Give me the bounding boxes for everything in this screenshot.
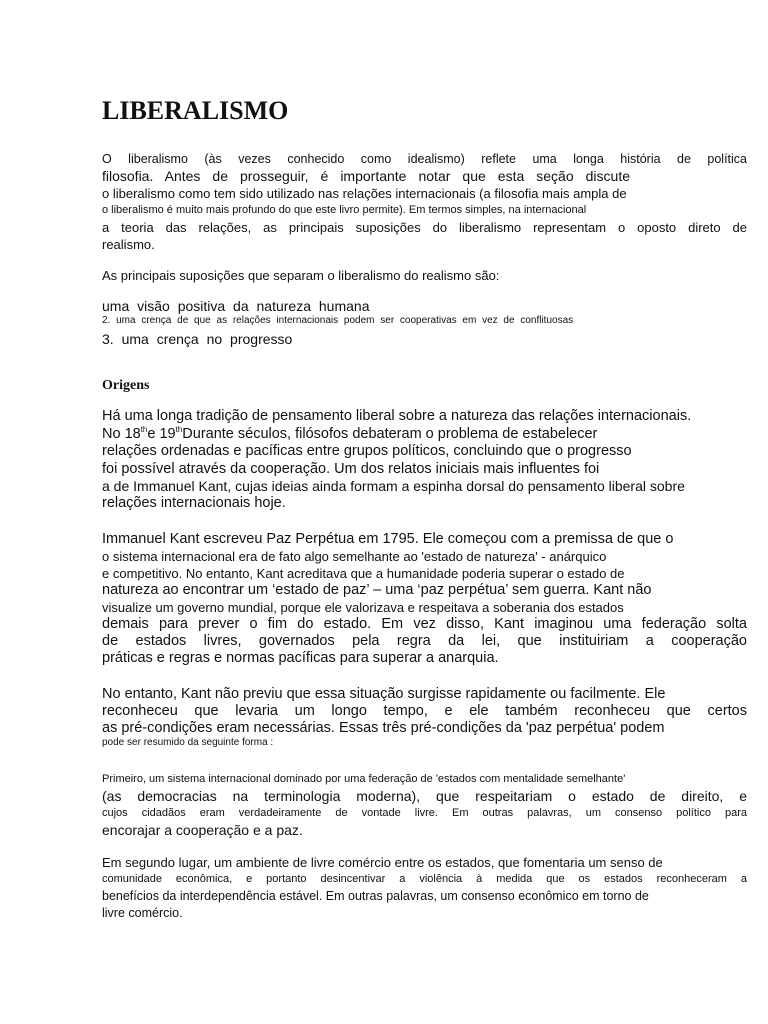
intro-line: filosofia. Antes de prosseguir, é importante notar que esta seção discute [102, 168, 630, 184]
origins-line: relações internacionais hoje. [102, 495, 286, 511]
origins-line: comunidade econômica, e portanto desincentivar a violência à medida que os estados reconheceram a [102, 873, 747, 885]
origins-line: Há uma longa tradição de pensamento liberal sobre a natureza das relações internacionais. [102, 408, 692, 424]
intro-paragraph [102, 151, 747, 253]
superscript: th [140, 424, 148, 434]
origins-line: relações ordenadas e pacíficas entre grupos políticos, concluindo que o progresso [102, 443, 632, 459]
assumptions-intro: As principais suposições que separam o liberalismo do realismo são: [102, 268, 500, 283]
origins-line: e competitivo. No entanto, Kant acreditava que a humanidade poderia superar o estado de [102, 566, 625, 581]
origins-paragraph-5 [102, 854, 747, 922]
intro-line: realismo. [102, 237, 155, 252]
origins-line: o sistema internacional era de fato algo semelhante ao 'estado de natureza' - anárquico [102, 549, 607, 564]
origins-line: visualize um governo mundial, porque ele valorizava e respeitava a soberania dos estados [102, 600, 624, 615]
intro-line: o liberalismo como tem sido utilizado nas relações internacionais (a filosofia mais ampla de [102, 186, 627, 201]
origins-line: cujos cidadãos eram verdadeiramente de vontade livre. Em outras palavras, um consenso político para [102, 807, 747, 819]
superscript: th [175, 424, 183, 434]
document-title: LIBERALISMO [102, 96, 289, 125]
origins-line: natureza ao encontrar um ‘estado de paz’ – uma ‘paz perpétua’ sem guerra. Kant não [102, 582, 652, 598]
origins-line: pode ser resumido da seguinte forma : [102, 737, 274, 748]
origins-line: demais para prever o fim do estado. Em vez disso, Kant imaginou uma federação solta [102, 616, 747, 632]
origins-line [102, 426, 747, 444]
list-item: uma visão positiva da natureza humana [102, 298, 370, 314]
origins-line: No entanto, Kant não previu que essa situação surgisse rapidamente ou facilmente. Ele [102, 686, 666, 702]
origins-line: a de Immanuel Kant, cujas ideias ainda formam a espinha dorsal do pensamento liberal sobre [102, 478, 685, 494]
section-heading: Origens [102, 378, 150, 393]
origins-text: e 19 [147, 425, 176, 442]
intro-line: o liberalismo é muito mais profundo do que este livro permite). Em termos simples, na internacional [102, 204, 587, 216]
intro-line: O liberalismo (às vezes conhecido como idealismo) reflete uma longa história de política [102, 152, 747, 166]
origins-line: livre comércio. [102, 906, 183, 920]
origins-line: (as democracias na terminologia moderna), que respeitariam o estado de direito, e [102, 788, 747, 804]
origins-line: Primeiro, um sistema internacional dominado por uma federação de 'estados com mentalidade semelhante' [102, 773, 626, 785]
assumptions-list [102, 298, 747, 348]
origins-line: Immanuel Kant escreveu Paz Perpétua em 1795. Ele começou com a premissa de que o [102, 531, 674, 547]
origins-text: No 18 [102, 425, 141, 442]
intro-line: a teoria das relações, as principais suposições do liberalismo representam o oposto direto de [102, 220, 747, 235]
origins-line: práticas e regras e normas pacíficas para superar a anarquia. [102, 650, 499, 666]
origins-line: foi possível através da cooperação. Um dos relatos iniciais mais influentes foi [102, 460, 600, 477]
origins-line: benefícios da interdependência estável. Em outras palavras, um consenso econômico em torno de [102, 889, 649, 903]
origins-paragraph-1 [102, 408, 747, 512]
origins-line: de estados livres, governados pela regra da lei, que instituiriam a cooperação [102, 633, 747, 649]
origins-line: Em segundo lugar, um ambiente de livre comércio entre os estados, que fomentaria um senso de [102, 855, 663, 870]
origins-paragraph-2 [102, 531, 747, 667]
origins-line: as pré-condições eram necessárias. Essas três pré-condições da 'paz perpétua' podem [102, 720, 665, 736]
origins-text: Durante séculos, filósofos debateram o problema de estabelecer [182, 425, 598, 442]
list-item: 3. uma crença no progresso [102, 331, 293, 347]
list-item: 2. uma crença de que as relações internacionais podem ser cooperativas em vez de conflituosas [102, 315, 574, 326]
origins-paragraph-4 [102, 771, 747, 839]
origins-line: encorajar a cooperação e a paz. [102, 822, 303, 838]
document-page [102, 96, 747, 922]
origins-paragraph-3 [102, 686, 747, 749]
origins-line: reconheceu que levaria um longo tempo, e ele também reconheceu que certos [102, 703, 747, 719]
